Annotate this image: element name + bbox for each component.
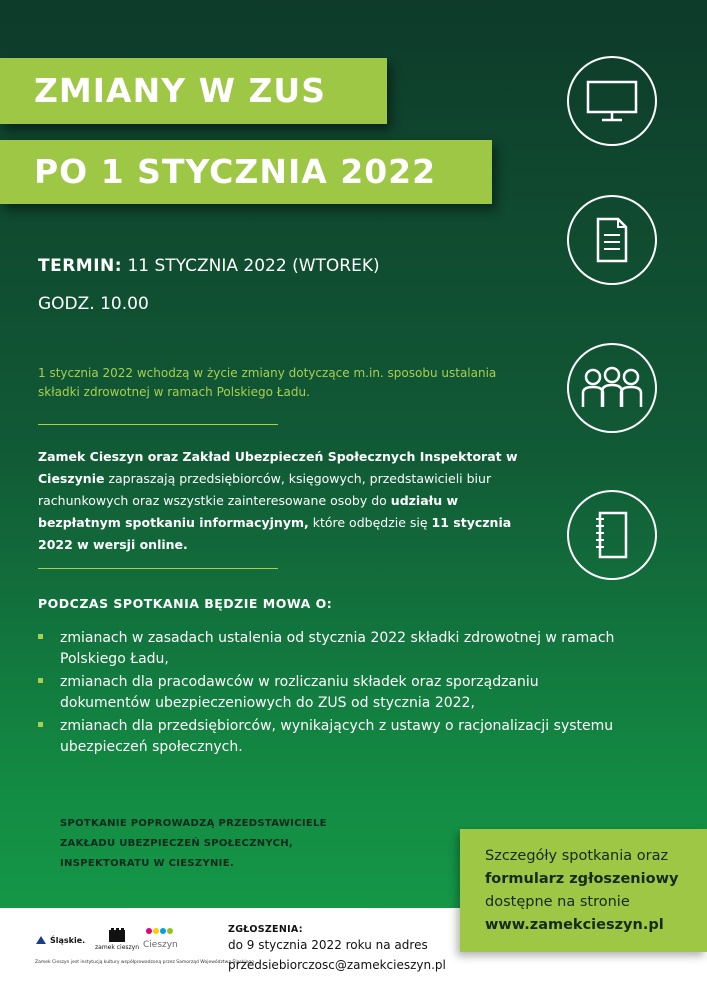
registration-email[interactable]: przedsiebiorczosc@zamekcieszyn.pl bbox=[228, 958, 446, 972]
presenters-line: ZAKŁADU UBEZPIECZEŃ SPOŁECZNYCH, bbox=[60, 838, 294, 849]
divider-1 bbox=[38, 424, 278, 425]
details-line-2 bbox=[485, 868, 707, 891]
list-item bbox=[38, 628, 618, 670]
bullet-square-icon bbox=[38, 722, 43, 727]
title-line-1: ZMIANY W ZUS bbox=[0, 58, 387, 124]
termin-value: 11 STYCZNIA 2022 (WTOREK) bbox=[122, 256, 380, 276]
details-line-3: dostępne na stronie bbox=[485, 894, 630, 910]
website-link[interactable]: www.zamekcieszyn.pl bbox=[485, 917, 664, 933]
slaskie-logo-text: Śląskie. bbox=[50, 935, 86, 945]
body-organizers: Zamek Cieszyn oraz Zakład Ubezpieczeń Społecznych Inspektorat w Cieszynie bbox=[38, 449, 518, 486]
termin-label: TERMIN: bbox=[38, 256, 123, 276]
topics-heading: PODCZAS SPOTKANIA BĘDZIE MOWA O: bbox=[38, 596, 333, 611]
event-date bbox=[38, 256, 380, 276]
registration-deadline: do 9 stycznia 2022 roku na adres bbox=[228, 938, 428, 952]
list-item bbox=[38, 672, 618, 714]
topic-text: zmianach w zasadach ustalenia od stycznia 2022 składki zdrowotnej w ramach Polskiego Ładu, bbox=[60, 630, 615, 667]
registration-info bbox=[228, 924, 446, 975]
list-item bbox=[38, 716, 618, 758]
cieszyn-logo-text: Cieszyn bbox=[143, 940, 178, 950]
topic-text: zmianach dla przedsiębiorców, wynikających z ustawy o racjonalizacji systemu ubezpieczeń społecznych. bbox=[60, 718, 614, 755]
invitation-text bbox=[38, 446, 528, 556]
details-box bbox=[460, 829, 707, 952]
slaskie-logo bbox=[35, 935, 85, 945]
presenters-line: SPOTKANIE POPROWADZĄ PRZEDSTAWICIELE bbox=[60, 818, 327, 829]
bullet-square-icon bbox=[38, 634, 43, 639]
title-line-2: PO 1 STYCZNIA 2022 bbox=[0, 140, 492, 204]
body-date: 11 stycznia 2022 w wersji online. bbox=[38, 515, 512, 552]
zamek-cieszyn-logo bbox=[95, 928, 139, 951]
topics-list bbox=[38, 628, 618, 760]
people-group-icon bbox=[567, 343, 657, 433]
zamek-logo-text: zamek cieszyn bbox=[95, 944, 140, 951]
cieszyn-logo bbox=[143, 925, 178, 950]
logo-note: Zamek Cieszyn jest instytucją kultury współprowadzoną przez Samorząd Województwa Śląskiego bbox=[35, 960, 254, 965]
body-meeting: udziału w bezpłatnym spotkaniu informacyjnym, bbox=[38, 493, 459, 530]
topic-text: zmianach dla pracodawców w rozliczaniu składek oraz sporządzaniu dokumentów ubezpieczeniowych do ZUS od stycznia 2022, bbox=[60, 674, 539, 711]
presenters-line: INSPEKTORATU W CIESZYNIE. bbox=[60, 858, 234, 869]
notebook-icon bbox=[567, 490, 657, 580]
monitor-icon bbox=[567, 56, 657, 146]
partner-logos bbox=[35, 925, 254, 985]
document-icon bbox=[567, 195, 657, 285]
presenters-note bbox=[60, 814, 327, 874]
event-time: GODZ. 10.00 bbox=[38, 294, 149, 314]
registration-title: ZGŁOSZENIA: bbox=[228, 924, 303, 935]
details-line-4 bbox=[485, 914, 707, 937]
body-text-2: które odbędzie się bbox=[308, 515, 432, 530]
details-line-1: Szczegóły spotkania oraz bbox=[485, 848, 669, 864]
body-text-1: zapraszają przedsiębiorców, księgowych, przedstawicieli biur rachunkowych oraz wszystkie zainteresowane osoby do bbox=[38, 471, 492, 508]
details-form-label: formularz zgłoszeniowy bbox=[485, 871, 679, 887]
divider-2 bbox=[38, 568, 278, 569]
bullet-square-icon bbox=[38, 678, 43, 683]
lead-text: 1 stycznia 2022 wchodzą w życie zmiany dotyczące m.in. sposobu ustalania składki zdrowotnej w ramach Polskiego Ładu. bbox=[38, 366, 497, 399]
